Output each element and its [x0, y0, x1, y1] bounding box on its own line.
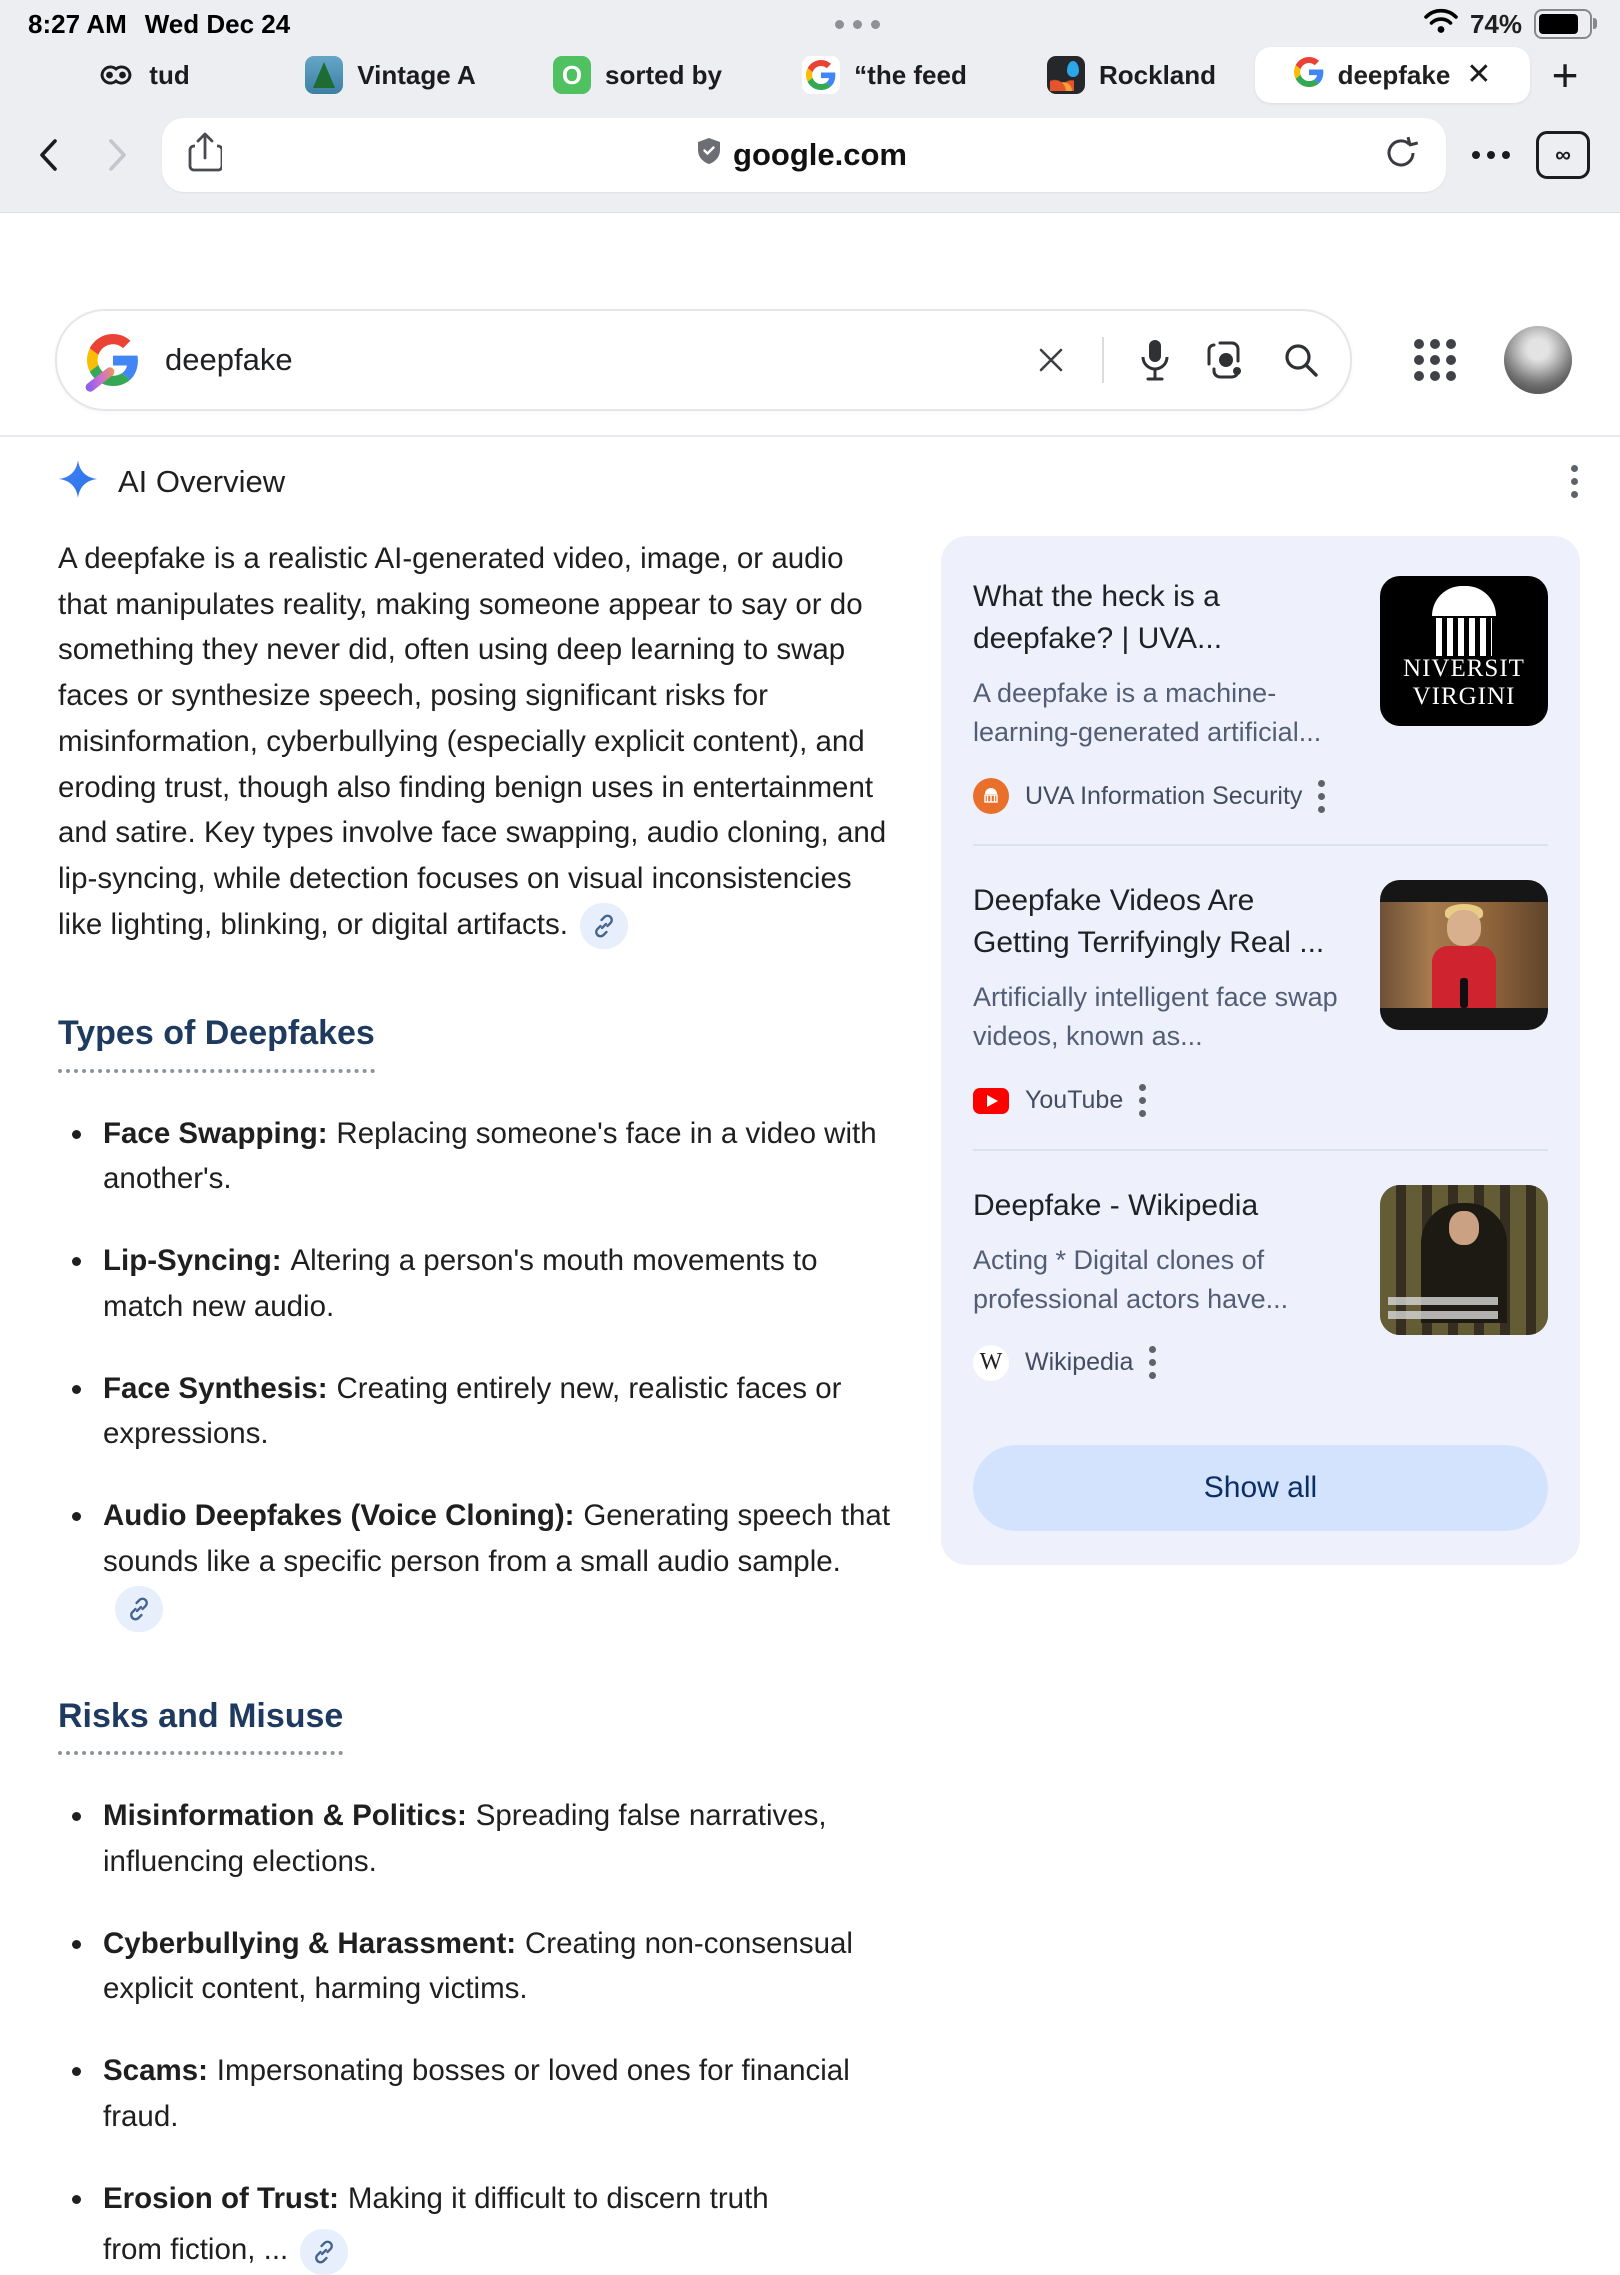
tab-label: “the feed — [854, 59, 967, 90]
tab-label: tud — [149, 59, 190, 90]
tab-the-feed[interactable] — [761, 56, 1008, 94]
sources-panel — [941, 536, 1580, 1565]
source-label: UVA Information Security — [1025, 781, 1303, 810]
divider — [1102, 337, 1104, 383]
link-chip-icon[interactable] — [115, 1586, 163, 1632]
section-heading-risks[interactable]: Risks and Misuse — [58, 1690, 893, 1756]
youtube-favicon — [973, 1083, 1009, 1119]
card-title[interactable]: What the heck is a deepfake? | UVA... — [973, 580, 1223, 655]
google-logo — [87, 334, 139, 386]
search-icon[interactable] — [1282, 341, 1320, 379]
tree-favicon — [305, 56, 343, 94]
tab-deepfake-active[interactable] — [1255, 47, 1530, 103]
share-icon[interactable] — [188, 132, 222, 179]
lens-icon[interactable] — [1206, 340, 1246, 380]
sparkle-icon — [58, 459, 98, 504]
show-all-button[interactable]: Show all — [973, 1445, 1548, 1531]
card-title[interactable]: Deepfake Videos Are Getting Terrifyingly Real ... — [973, 884, 1325, 960]
date: Wed Dec 24 — [144, 8, 291, 39]
section-heading-types[interactable]: Types of Deepfakes — [58, 1007, 893, 1073]
google-page — [0, 213, 1620, 2275]
uva-favicon — [973, 778, 1009, 814]
address-bar[interactable] — [162, 118, 1446, 192]
search-box[interactable] — [55, 309, 1352, 411]
list-item: Face Synthesis: Creating entirely new, realistic faces or expressions. — [58, 1366, 893, 1457]
status-bar — [0, 0, 1620, 42]
list-item: Lip-Syncing: Altering a person's mouth movements to match new audio. — [58, 1238, 893, 1329]
new-tab-button[interactable]: + — [1551, 49, 1579, 101]
shield-icon — [697, 137, 721, 173]
url-text: google.com — [733, 137, 907, 172]
link-chip-icon[interactable] — [580, 903, 628, 949]
card-menu-icon[interactable] — [1139, 1084, 1146, 1117]
youtube-thumbnail[interactable] — [1380, 880, 1548, 1030]
list-item: Face Swapping: Replacing someone's face in a video with another's. — [58, 1111, 893, 1202]
clipped-line: from fiction, ... — [58, 2227, 893, 2274]
source-label: YouTube — [1025, 1086, 1124, 1115]
tab-strip — [0, 42, 1620, 108]
card-snippet: Artificially intelligent face swap videos, known as... — [973, 982, 1338, 1052]
source-card-youtube[interactable] — [973, 844, 1548, 1148]
battery-icon — [1534, 9, 1592, 39]
search-query[interactable]: deepfake — [165, 342, 293, 377]
card-snippet: Acting * Digital clones of professional actors have... — [973, 1244, 1289, 1314]
letter-o-favicon: O — [553, 56, 591, 94]
tab-rockland[interactable] — [1008, 56, 1255, 94]
card-menu-icon[interactable] — [1318, 780, 1325, 813]
forward-button[interactable] — [96, 135, 136, 175]
reload-icon[interactable] — [1382, 134, 1420, 177]
card-title[interactable]: Deepfake - Wikipedia — [973, 1188, 1259, 1222]
types-list — [58, 1111, 893, 1632]
battery-percent: 74% — [1469, 8, 1522, 39]
close-tab-icon[interactable]: ✕ — [1466, 58, 1492, 91]
account-avatar[interactable] — [1504, 326, 1572, 394]
list-item: Scams: Impersonating bosses or loved ones for financial fraud. — [58, 2048, 893, 2139]
wifi-icon — [1424, 8, 1458, 41]
link-chip-icon[interactable] — [300, 2229, 348, 2275]
uva-thumbnail[interactable]: NIVERSIT VIRGINI — [1380, 576, 1548, 726]
ai-overview-header — [0, 437, 1620, 510]
search-header — [0, 213, 1620, 411]
more-menu-icon[interactable] — [1472, 151, 1510, 159]
back-button[interactable] — [30, 135, 70, 175]
wikipedia-favicon: W — [973, 1345, 1009, 1381]
source-card-uva[interactable] — [973, 542, 1548, 844]
wikipedia-thumbnail[interactable] — [1380, 1185, 1548, 1335]
risks-list — [58, 1793, 893, 2274]
tab-studio[interactable] — [20, 56, 267, 94]
navigation-bar — [0, 108, 1620, 212]
card-menu-icon[interactable] — [1149, 1346, 1156, 1379]
apps-grid-icon[interactable] — [1414, 339, 1456, 381]
google-favicon — [1294, 57, 1324, 94]
list-item: Misinformation & Politics: Spreading false narratives, influencing elections. — [58, 1793, 893, 1884]
mask-icon — [97, 56, 135, 94]
browser-chrome — [0, 0, 1620, 213]
tab-vintage[interactable] — [267, 56, 514, 94]
tab-label: sorted by — [604, 59, 723, 90]
ai-overview-label: AI Overview — [118, 463, 286, 499]
rockland-favicon — [1047, 56, 1085, 94]
tab-sorted-by[interactable] — [514, 56, 761, 94]
tab-groups-icon[interactable]: ∞ — [1536, 131, 1590, 179]
tab-label: Rockland — [1098, 59, 1217, 90]
source-card-wikipedia[interactable] — [973, 1149, 1548, 1411]
tab-label: Vintage A — [357, 59, 476, 90]
voice-search-icon[interactable] — [1140, 339, 1170, 381]
ai-overview-body — [58, 536, 893, 2275]
tab-label: deepfake — [1337, 59, 1451, 90]
overflow-menu-icon[interactable] — [1571, 465, 1578, 498]
multitask-indicator — [835, 20, 880, 29]
card-snippet: A deepfake is a machine-learning-generated artificial... — [973, 678, 1322, 748]
ai-overview-paragraph: A deepfake is a realistic AI-generated video, image, or audio that manipulates reality, making someone appear to say or do something they never did, often using deep learning to swap faces or synthesize speech, posing significant risks for misinformation, cyberbullying (especially explicit content), and eroding trust, though also finding benign uses in entertainment and satire. Key types involve face swapping, audio cloning, and lip-syncing, while detection focuses on visual inconsistencies like lighting, blinking, or digital artifacts. — [58, 536, 893, 949]
clock: 8:27 AM — [28, 8, 127, 39]
source-label: Wikipedia — [1025, 1348, 1134, 1377]
google-favicon — [802, 56, 840, 94]
list-item: Cyberbullying & Harassment: Creating non-consensual explicit content, harming victims. — [58, 1921, 893, 2012]
list-item: Audio Deepfakes (Voice Cloning): Generating speech that sounds like a specific person from a small audio sample. — [58, 1493, 893, 1632]
clear-search-icon[interactable] — [1036, 345, 1066, 375]
list-item: Erosion of Trust: Making it difficult to discern truth — [58, 2176, 893, 2222]
